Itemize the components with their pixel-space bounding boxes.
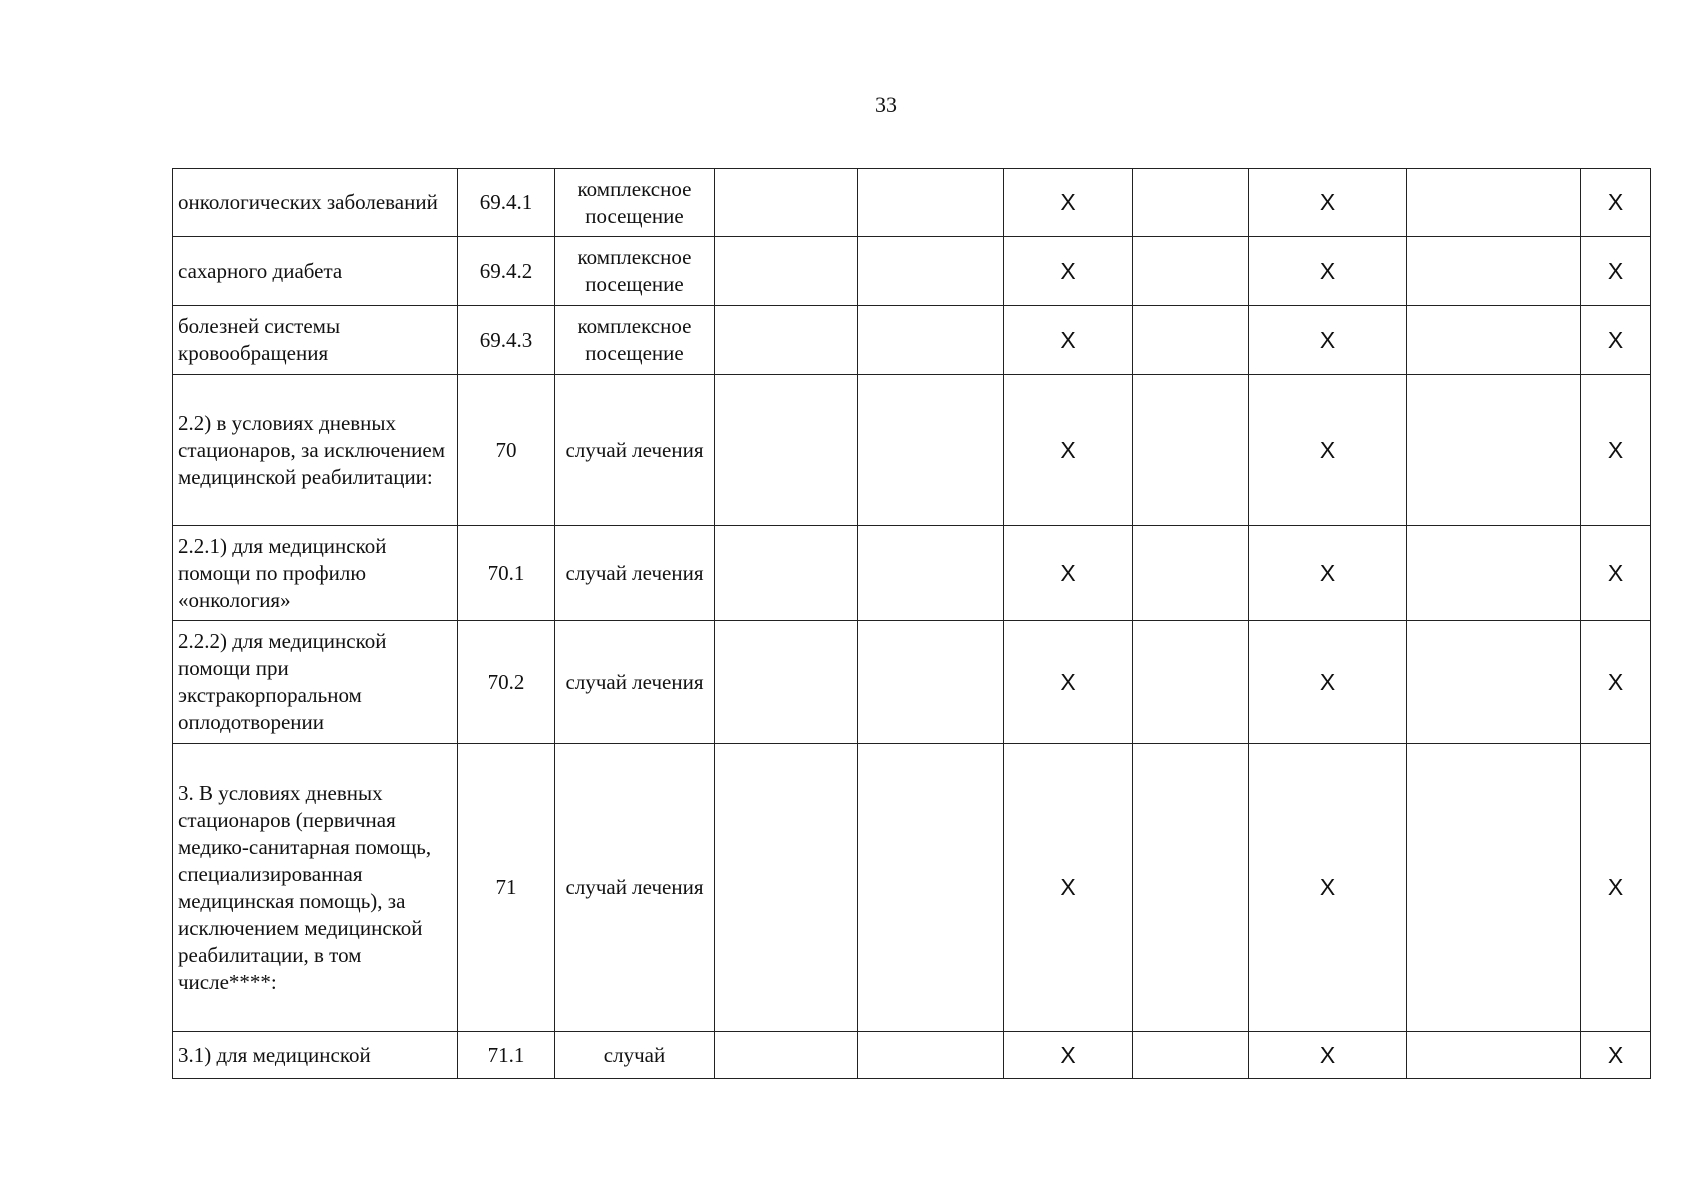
not-applicable-mark: X	[1004, 1032, 1133, 1079]
row-name-cell: болезней системы кровообращения	[173, 306, 458, 375]
not-applicable-mark: X	[1581, 526, 1651, 621]
value-cell-4	[715, 526, 858, 621]
value-cell-7	[1133, 169, 1249, 237]
row-name-cell: сахарного диабета	[173, 237, 458, 306]
row-code-cell: 70.1	[458, 526, 555, 621]
row-code-cell: 69.4.3	[458, 306, 555, 375]
not-applicable-mark: X	[1249, 621, 1407, 744]
row-unit-cell: комплексное посещение	[555, 169, 715, 237]
value-cell-9	[1407, 306, 1581, 375]
value-cell-5	[858, 306, 1004, 375]
value-cell-4	[715, 1032, 858, 1079]
row-code-cell: 70.2	[458, 621, 555, 744]
row-name-cell: 2.2.2) для медицинской помощи при экстракорпоральном оплодотворении	[173, 621, 458, 744]
table-row	[173, 169, 1651, 237]
not-applicable-mark: X	[1581, 169, 1651, 237]
row-name-cell: 3.1) для медицинской	[173, 1032, 458, 1079]
not-applicable-mark: X	[1581, 1032, 1651, 1079]
not-applicable-mark: X	[1249, 169, 1407, 237]
not-applicable-mark: X	[1004, 526, 1133, 621]
row-name-cell: онкологических заболеваний	[173, 169, 458, 237]
row-code-cell: 69.4.2	[458, 237, 555, 306]
not-applicable-mark: X	[1249, 375, 1407, 526]
value-cell-5	[858, 1032, 1004, 1079]
value-cell-7	[1133, 526, 1249, 621]
row-unit-cell: комплексное посещение	[555, 306, 715, 375]
value-cell-7	[1133, 306, 1249, 375]
value-cell-7	[1133, 1032, 1249, 1079]
row-name-cell: 2.2.1) для медицинской помощи по профилю «онкология»	[173, 526, 458, 621]
table-row	[173, 306, 1651, 375]
row-unit-cell: комплексное посещение	[555, 237, 715, 306]
row-unit-cell: случай лечения	[555, 621, 715, 744]
row-code-cell: 71	[458, 744, 555, 1032]
row-code-cell: 71.1	[458, 1032, 555, 1079]
not-applicable-mark: X	[1581, 744, 1651, 1032]
value-cell-9	[1407, 375, 1581, 526]
row-code-cell: 69.4.1	[458, 169, 555, 237]
value-cell-4	[715, 306, 858, 375]
value-cell-4	[715, 744, 858, 1032]
not-applicable-mark: X	[1004, 169, 1133, 237]
not-applicable-mark: X	[1581, 375, 1651, 526]
table-row	[173, 526, 1651, 621]
value-cell-5	[858, 169, 1004, 237]
row-code-cell: 70	[458, 375, 555, 526]
value-cell-9	[1407, 744, 1581, 1032]
not-applicable-mark: X	[1004, 744, 1133, 1032]
row-name-cell: 3. В условиях дневных стационаров (первичная медико-санитарная помощь, специализированная медицинская помощь), за исключением медицинской реабилитации, в том числе****:	[173, 744, 458, 1032]
not-applicable-mark: X	[1581, 237, 1651, 306]
not-applicable-mark: X	[1249, 526, 1407, 621]
value-cell-7	[1133, 237, 1249, 306]
table-row	[173, 237, 1651, 306]
value-cell-9	[1407, 169, 1581, 237]
value-cell-9	[1407, 237, 1581, 306]
value-cell-7	[1133, 621, 1249, 744]
table-row	[173, 621, 1651, 744]
row-unit-cell: случай лечения	[555, 526, 715, 621]
value-cell-5	[858, 621, 1004, 744]
table-row	[173, 375, 1651, 526]
row-unit-cell: случай лечения	[555, 375, 715, 526]
page-number: 33	[875, 92, 897, 117]
value-cell-9	[1407, 526, 1581, 621]
not-applicable-mark: X	[1249, 237, 1407, 306]
not-applicable-mark: X	[1004, 306, 1133, 375]
not-applicable-mark: X	[1249, 744, 1407, 1032]
value-cell-5	[858, 375, 1004, 526]
value-cell-9	[1407, 621, 1581, 744]
row-name-cell: 2.2) в условиях дневных стационаров, за исключением медицинской реабилитации:	[173, 375, 458, 526]
value-cell-4	[715, 621, 858, 744]
table-row	[173, 744, 1651, 1032]
not-applicable-mark: X	[1249, 1032, 1407, 1079]
not-applicable-mark: X	[1581, 621, 1651, 744]
value-cell-4	[715, 237, 858, 306]
value-cell-5	[858, 744, 1004, 1032]
value-cell-7	[1133, 744, 1249, 1032]
row-unit-cell: случай лечения	[555, 744, 715, 1032]
table-row	[173, 1032, 1651, 1079]
value-cell-7	[1133, 375, 1249, 526]
value-cell-4	[715, 169, 858, 237]
not-applicable-mark: X	[1004, 237, 1133, 306]
not-applicable-mark: X	[1004, 621, 1133, 744]
row-unit-cell: случай	[555, 1032, 715, 1079]
not-applicable-mark: X	[1249, 306, 1407, 375]
value-cell-5	[858, 526, 1004, 621]
indicators-table	[172, 168, 1651, 1079]
value-cell-9	[1407, 1032, 1581, 1079]
value-cell-5	[858, 237, 1004, 306]
not-applicable-mark: X	[1581, 306, 1651, 375]
not-applicable-mark: X	[1004, 375, 1133, 526]
value-cell-4	[715, 375, 858, 526]
